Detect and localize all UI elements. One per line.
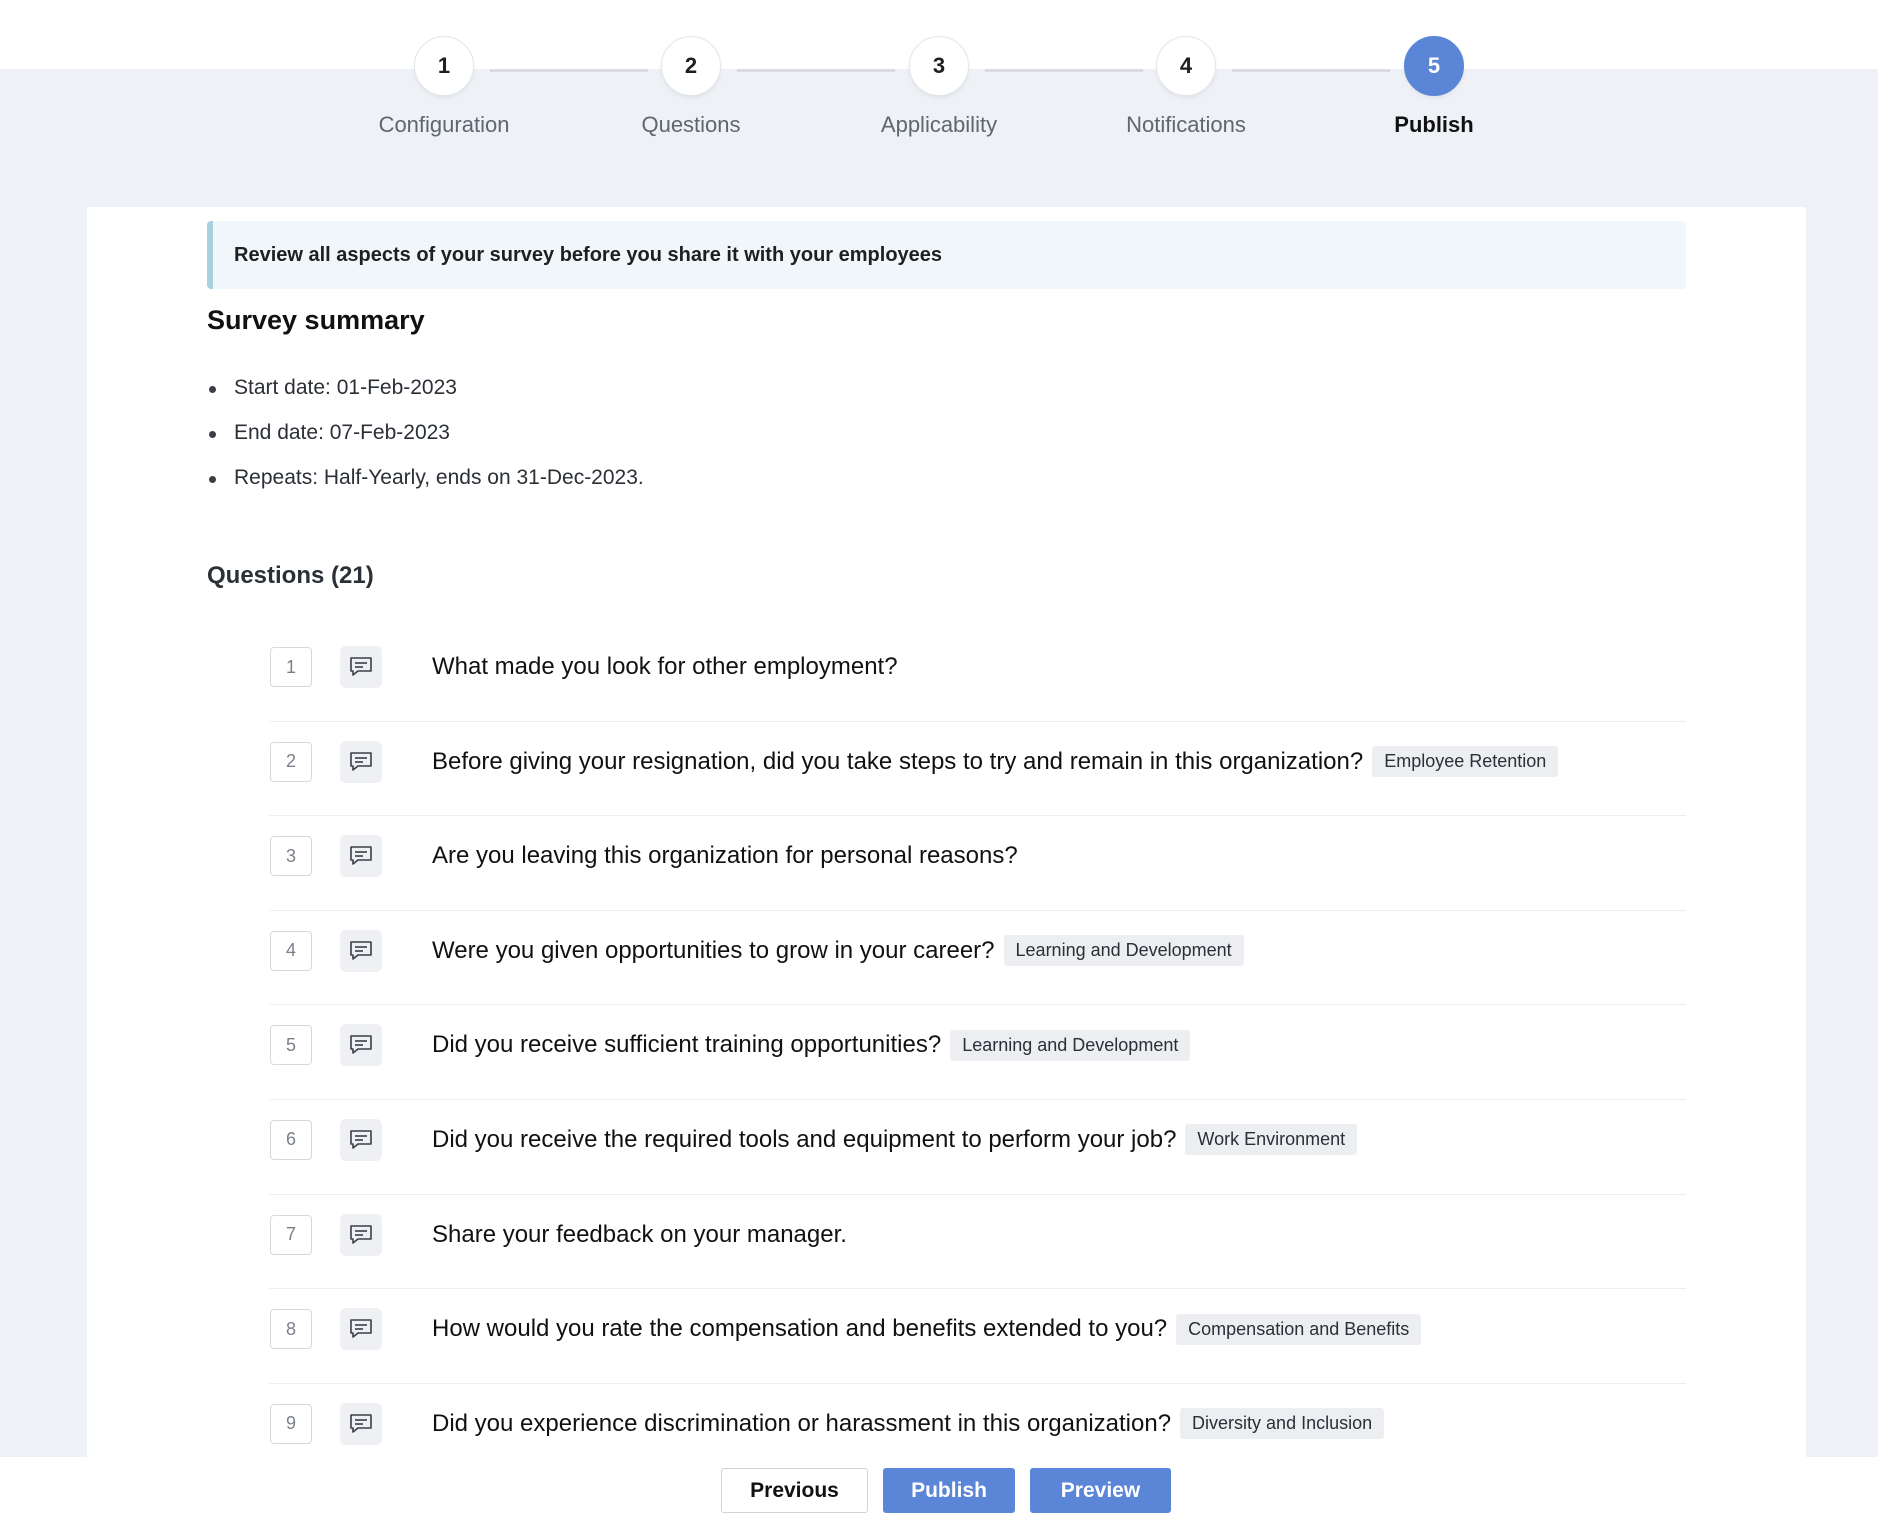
- question-number: 1: [270, 647, 312, 687]
- summary-end-date: End date: 07-Feb-2023: [234, 418, 644, 463]
- question-content: [432, 1307, 1421, 1351]
- step-label: Configuration: [378, 112, 510, 137]
- summary-repeats: Repeats: Half-Yearly, ends on 31-Dec-2023.: [234, 463, 644, 508]
- comment-icon: [340, 1119, 382, 1161]
- step-label: Notifications: [1126, 112, 1246, 137]
- question-text: Are you leaving this organization for personal reasons?: [432, 842, 1018, 870]
- question-list: [269, 627, 1686, 1478]
- question-number: 8: [270, 1309, 312, 1349]
- category-tag: Compensation and Benefits: [1176, 1314, 1421, 1345]
- question-row[interactable]: [269, 1100, 1686, 1195]
- question-content: [432, 834, 1018, 878]
- question-number: 3: [270, 836, 312, 876]
- question-content: [432, 740, 1558, 784]
- comment-icon: [340, 1403, 382, 1445]
- category-tag: Diversity and Inclusion: [1180, 1408, 1384, 1439]
- question-content: [432, 929, 1244, 973]
- wizard-stepper: [0, 0, 1878, 160]
- step-label: Questions: [641, 112, 741, 137]
- category-tag: Learning and Development: [950, 1030, 1190, 1061]
- step-number: 4: [1156, 36, 1216, 96]
- question-content: [432, 1118, 1357, 1162]
- step-number: 1: [414, 36, 474, 96]
- step-configuration[interactable]: [344, 36, 544, 138]
- question-content: [432, 1023, 1190, 1067]
- comment-icon: [340, 1214, 382, 1256]
- question-row[interactable]: [269, 1289, 1686, 1384]
- question-text: Did you receive the required tools and equipment to perform your job?: [432, 1125, 1177, 1153]
- comment-icon: [340, 646, 382, 688]
- question-row[interactable]: [269, 722, 1686, 817]
- previous-button[interactable]: Previous: [721, 1468, 868, 1513]
- survey-summary-list: [234, 373, 644, 508]
- summary-start-date: Start date: 01-Feb-2023: [234, 373, 644, 418]
- question-text: What made you look for other employment?: [432, 653, 898, 680]
- comment-icon: [340, 930, 382, 972]
- question-content: [432, 1402, 1384, 1446]
- question-row[interactable]: [269, 627, 1686, 722]
- step-applicability[interactable]: [839, 36, 1039, 138]
- question-row[interactable]: [269, 1005, 1686, 1100]
- question-row[interactable]: [269, 911, 1686, 1006]
- question-row[interactable]: [269, 816, 1686, 911]
- question-row[interactable]: [269, 1195, 1686, 1290]
- step-notifications[interactable]: [1086, 36, 1286, 138]
- publish-button[interactable]: Publish: [883, 1468, 1015, 1513]
- question-text: Share your feedback on your manager.: [432, 1220, 847, 1248]
- info-banner: Review all aspects of your survey before you share it with your employees: [207, 221, 1686, 289]
- step-label-active: Publish: [1394, 112, 1474, 137]
- comment-icon: [340, 1024, 382, 1066]
- question-text: Did you receive sufficient training opportunities?: [432, 1031, 942, 1059]
- survey-summary-title: Survey summary: [207, 305, 425, 335]
- step-number: 3: [909, 36, 969, 96]
- category-tag: Employee Retention: [1372, 746, 1558, 777]
- comment-icon: [340, 1308, 382, 1350]
- step-number-active: 5: [1404, 36, 1464, 96]
- question-number: 9: [270, 1404, 312, 1444]
- category-tag: Learning and Development: [1004, 935, 1244, 966]
- preview-button[interactable]: Preview: [1030, 1468, 1171, 1513]
- question-text: Did you experience discrimination or harassment in this organization?: [432, 1409, 1172, 1437]
- question-text: Were you given opportunities to grow in your career?: [432, 936, 995, 964]
- category-tag: Work Environment: [1185, 1124, 1357, 1155]
- step-number: 2: [661, 36, 721, 96]
- step-publish[interactable]: [1334, 36, 1534, 138]
- question-content: [432, 645, 898, 689]
- question-text: Before giving your resignation, did you take steps to try and remain in this organization?: [432, 747, 1364, 775]
- review-card: [87, 207, 1806, 1457]
- step-label: Applicability: [880, 112, 998, 137]
- questions-title: Questions (21): [207, 562, 374, 589]
- question-number: 2: [270, 742, 312, 782]
- footer-bar: [0, 1457, 1878, 1540]
- question-text: How would you rate the compensation and benefits extended to you?: [432, 1315, 1168, 1343]
- question-number: 7: [270, 1215, 312, 1255]
- question-content: [432, 1213, 847, 1257]
- comment-icon: [340, 835, 382, 877]
- step-questions[interactable]: [591, 36, 791, 138]
- question-number: 6: [270, 1120, 312, 1160]
- question-number: 5: [270, 1025, 312, 1065]
- question-number: 4: [270, 931, 312, 971]
- comment-icon: [340, 741, 382, 783]
